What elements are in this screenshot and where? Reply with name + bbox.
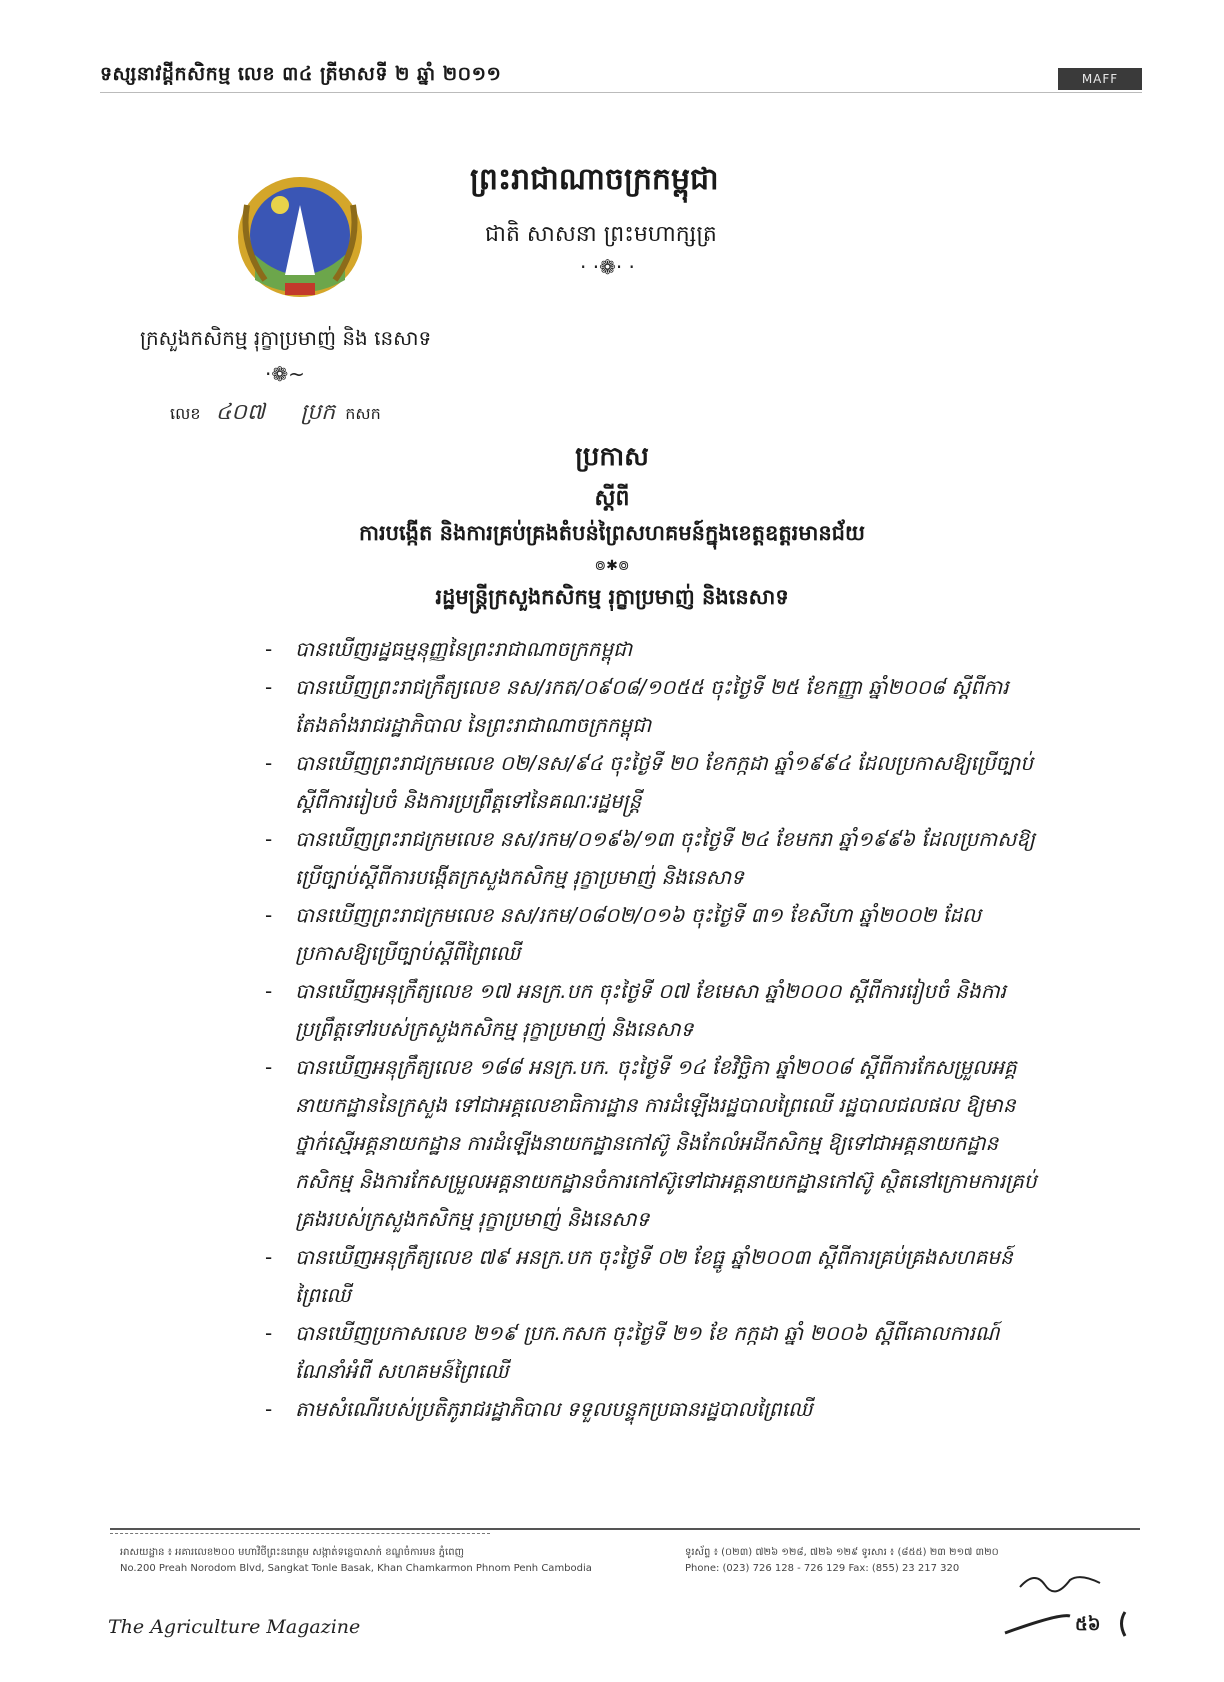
header-tag: MAFF	[1058, 68, 1142, 90]
minister-title: រដ្ឋមន្ត្រីក្រសួងកសិកម្ម រុក្ខាប្រមាញ់ និងនេសាទ	[435, 585, 789, 609]
ref-prefix: លេខ	[170, 404, 201, 423]
document-title: ប្រកាស	[575, 442, 649, 472]
footer-rule-dashed	[110, 1533, 490, 1535]
phone-english: Phone: (023) 726 128 - 726 129 Fax: (855) 23 217 320	[685, 1563, 960, 1574]
list-item: - បានឃើញអនុក្រឹត្យលេខ ១៧ អនក្រ.បក ចុះថ្ងៃទី ០៧ ខែមេសា ឆ្នាំ២០០០ ស្ដីពីការរៀបចំ និងការប្រព្រឹត្តទៅរបស់ក្រសួងកសិកម្ម រុក្ខាប្រមាញ់ និងនេសាទ	[265, 979, 1007, 1041]
kingdom-heading: ព្រះរាជាណាចក្រកម្ពុជា	[470, 162, 719, 197]
ref-code: ប្រក	[300, 400, 336, 425]
ref-suffix: កសក	[345, 404, 381, 423]
ref-number: ៤០៧	[215, 400, 265, 425]
divider-ornament: ៙✱៙	[594, 558, 630, 574]
list-item: - បានឃើញព្រះរាជក្រមលេខ នស/រកម/០១៩៦/១៣ ចុះថ្ងៃទី ២៤ ខែមករា ឆ្នាំ១៩៩៦ ដែលប្រកាសឱ្យប្រើច្បាប់ស្ដីពីការបង្កើតក្រសួងកសិកម្ម រុក្ខាប្រមាញ់ និងនេសាទ	[265, 827, 1035, 889]
subject-label: ស្ដីពី	[594, 485, 630, 511]
ornament: · ·❁· ·	[580, 255, 635, 279]
header-rule	[100, 92, 1142, 93]
subject-text: ការបង្កើត និងការគ្រប់គ្រងតំបន់ព្រៃសហគមន៍ក្នុងខេត្តឧត្តរមានជ័យ	[359, 521, 865, 545]
list-item: - តាមសំណើរបស់ប្រតិភូរាជរដ្ឋាភិបាល ទទួលបន្ទុកប្រធានរដ្ឋបាលព្រៃឈើ	[265, 1397, 813, 1421]
magazine-name: The Agriculture Magazine	[108, 1616, 361, 1638]
phone-khmer: ទូរស័ព្ទ ៖ (០២៣) ៧២៦ ១២៨, ៧២៦ ១២៩ ទូរសារ ៖ (៨៥៥) ២៣ ២១៧ ៣២០	[685, 1547, 999, 1558]
list-item: - បានឃើញព្រះរាជក្រឹត្យលេខ នស/រកត/០៩០៨/១០៥៥ ចុះថ្ងៃទី ២៥ ខែកញ្ញា ឆ្នាំ២០០៨ ស្ដីពីការតែងតាំងរាជរដ្ឋាភិបាល នៃព្រះរាជាណាចក្រកម្ពុជា	[265, 675, 1009, 737]
ornament: ·❁~	[265, 362, 305, 386]
list-item: - បានឃើញអនុក្រឹត្យលេខ ១៨៨ អនក្រ.បក. ចុះថ្ងៃទី ១៤ ខែវិច្ឆិកា ឆ្នាំ២០០៨ ស្ដីពីការកែសម្រួលអគ្គនាយកដ្ឋាននៃក្រសួង ទៅជាអគ្គលេខាធិការដ្ឋាន ការដំឡើងរដ្ឋបាលព្រៃឈើ រដ្ឋបាលជលផល ឱ្យមានថ្នាក់ស្មើអគ្គនាយកដ្ឋាន ការដំឡើងនាយកដ្ឋានកៅស៊ូ និងកែលំអដីកសិកម្ម ឱ្យទៅជាអគ្គនាយកដ្ឋានកសិកម្ម និងការកែសម្រួលអគ្គនាយកដ្ឋានចំការកៅស៊ូទៅជាអគ្គនាយកដ្ឋានកៅស៊ូ ស្ថិតនៅក្រោមការគ្រប់គ្រងរបស់ក្រសួងកសិកម្ម រុក្ខាប្រមាញ់ និងនេសាទ	[265, 1055, 1037, 1231]
list-item: - បានឃើញព្រះរាជក្រមលេខ នស/រកម/០៨០២/០១៦ ចុះថ្ងៃទី ៣១ ខែសីហា ឆ្នាំ២០០២ ដែលប្រកាសឱ្យប្រើច្បាប់ស្ដីពីព្រៃឈើ	[265, 903, 981, 965]
whereas-list	[265, 630, 1045, 1428]
footer-address	[120, 1545, 650, 1577]
running-header: ទស្សនាវដ្ដីកសិកម្ម លេខ ៣៤ ត្រីមាសទី ២ ឆ្នាំ ២០១១	[100, 63, 502, 85]
address-khmer: អាសយដ្ឋាន ៖ អគារលេខ២០០ មហាវិថីព្រះនរោត្តម សង្កាត់ទន្លេបាសាក់ ខណ្ឌចំការមន ភ្នំពេញ	[120, 1547, 465, 1558]
footer-rule	[110, 1528, 1140, 1530]
list-item: - បានឃើញព្រះរាជក្រមលេខ ០២/នស/៩៤ ចុះថ្ងៃទី ២០ ខែកក្កដា ឆ្នាំ១៩៩៤ ដែលប្រកាសឱ្យប្រើច្បាប់ស្ដីពីការរៀបចំ និងការប្រព្រឹត្តទៅនៃគណៈរដ្ឋមន្ត្រី	[265, 751, 1033, 813]
ministry-emblem-icon	[225, 165, 375, 315]
ministry-name: ក្រសួងកសិកម្ម រុក្ខាប្រមាញ់ និង នេសាទ	[140, 326, 432, 350]
list-item: - បានឃើញអនុក្រឹត្យលេខ ៧៩ អនក្រ.បក ចុះថ្ងៃទី ០២ ខែធ្នូ ឆ្នាំ២០០៣ ស្ដីពីការគ្រប់គ្រងសហគមន៍ព្រៃឈើ	[265, 1245, 1013, 1307]
national-motto: ជាតិ សាសនា ព្រះមហាក្សត្រ	[485, 222, 717, 247]
page-swoosh-icon	[1000, 1608, 1140, 1638]
page-number: ៥៦	[1075, 1614, 1101, 1635]
list-item: - បានឃើញប្រកាសលេខ ២១៩ ប្រក.កសក ចុះថ្ងៃទី ២១ ខែ កក្កដា ឆ្នាំ ២០០៦ ស្ដីពីគោលការណ៍ណែនាំអំពី សហគមន៍ព្រៃឈើ	[265, 1321, 1000, 1383]
list-item: - បានឃើញរដ្ឋធម្មនុញ្ញនៃព្រះរាជាណាចក្រកម្ពុជា	[265, 637, 633, 661]
signature-scribble-icon	[1015, 1565, 1105, 1595]
reference-number	[170, 398, 381, 430]
address-english: No.200 Preah Norodom Blvd, Sangkat Tonle Basak, Khan Chamkarmon Phnom Penh Cambodia	[120, 1563, 592, 1574]
